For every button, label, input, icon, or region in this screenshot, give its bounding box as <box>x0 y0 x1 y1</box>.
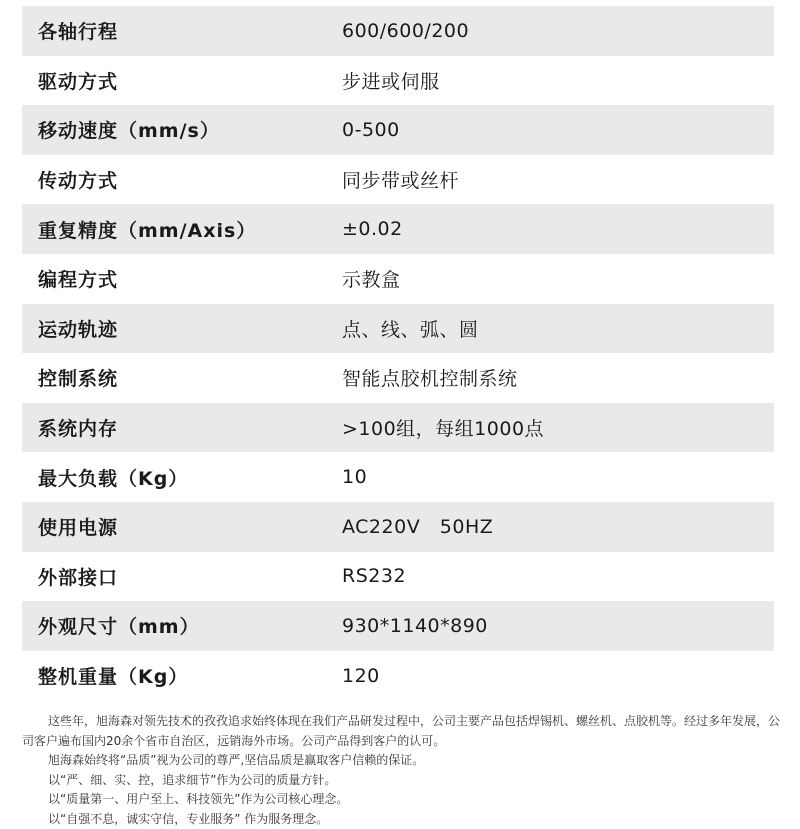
spec-value: 智能点胶机控制系统 <box>342 364 774 391</box>
spec-label: 整机重量（Kg） <box>22 662 342 689</box>
spec-row-memory <box>22 403 774 453</box>
spec-value: 步进或伺服 <box>342 67 774 94</box>
spec-row-motion-path <box>22 304 774 354</box>
spec-value: 120 <box>342 665 774 687</box>
spec-row-max-load <box>22 452 774 502</box>
spec-value: 同步带或丝杆 <box>342 166 774 193</box>
spec-row-control-system <box>22 353 774 403</box>
spec-row-power <box>22 502 774 552</box>
spec-label: 外部接口 <box>22 563 342 590</box>
intro-paragraph: 这些年，旭海森对领先技术的孜孜追求始终体现在我们产品研发过程中，公司主要产品包括焊锡机、螺丝机、点胶机等。经过多年发展，公司客户遍布国内20余个省市自治区，远销海外市场。公司产品得到客户的认可。 <box>22 712 782 751</box>
spec-value: 示教盒 <box>342 265 774 292</box>
spec-label: 外观尺寸（mm） <box>22 612 342 639</box>
spec-label: 重复精度（mm/Axis） <box>22 216 342 243</box>
spec-row-transmission <box>22 155 774 205</box>
intro-quality-statement: 旭海森始终将“品质”视为公司的尊严,坚信品质是赢取客户信赖的保证。 <box>22 751 782 771</box>
spec-row-dimensions <box>22 601 774 651</box>
spec-label: 移动速度（mm/s） <box>22 116 342 143</box>
spec-value: 600/600/200 <box>342 20 774 42</box>
spec-value: RS232 <box>342 565 774 587</box>
intro-quality-policy: 以“严、细、实、控，追求细节”作为公司的质量方针。 <box>22 771 782 791</box>
spec-label: 使用电源 <box>22 513 342 540</box>
spec-label: 各轴行程 <box>22 17 342 44</box>
spec-row-weight <box>22 651 774 701</box>
spec-label: 传动方式 <box>22 166 342 193</box>
spec-value: 930*1140*890 <box>342 615 774 637</box>
spec-label: 最大负载（Kg） <box>22 464 342 491</box>
spec-row-speed <box>22 105 774 155</box>
spec-row-programming <box>22 254 774 304</box>
spec-label: 运动轨迹 <box>22 315 342 342</box>
spec-row-drive-mode <box>22 56 774 106</box>
intro-service-concept: 以“自强不息，诚实守信，专业服务” 作为服务理念。 <box>22 810 782 829</box>
spec-value: 10 <box>342 466 774 488</box>
intro-core-concept: 以“质量第一、用户至上、科技领先”作为公司核心理念。 <box>22 790 782 810</box>
spec-row-axis-travel <box>22 6 774 56</box>
spec-label: 系统内存 <box>22 414 342 441</box>
spec-row-interface <box>22 552 774 602</box>
spec-value: >100组，每组1000点 <box>342 414 774 441</box>
spec-value: 点、线、弧、圆 <box>342 315 774 342</box>
spec-label: 驱动方式 <box>22 67 342 94</box>
spec-label: 控制系统 <box>22 364 342 391</box>
spec-value: ±0.02 <box>342 218 774 240</box>
spec-value: 0-500 <box>342 119 774 141</box>
spec-table <box>22 6 774 700</box>
spec-label: 编程方式 <box>22 265 342 292</box>
spec-value: AC220V 50HZ <box>342 516 774 538</box>
spec-row-repeatability <box>22 204 774 254</box>
company-intro <box>22 712 782 829</box>
